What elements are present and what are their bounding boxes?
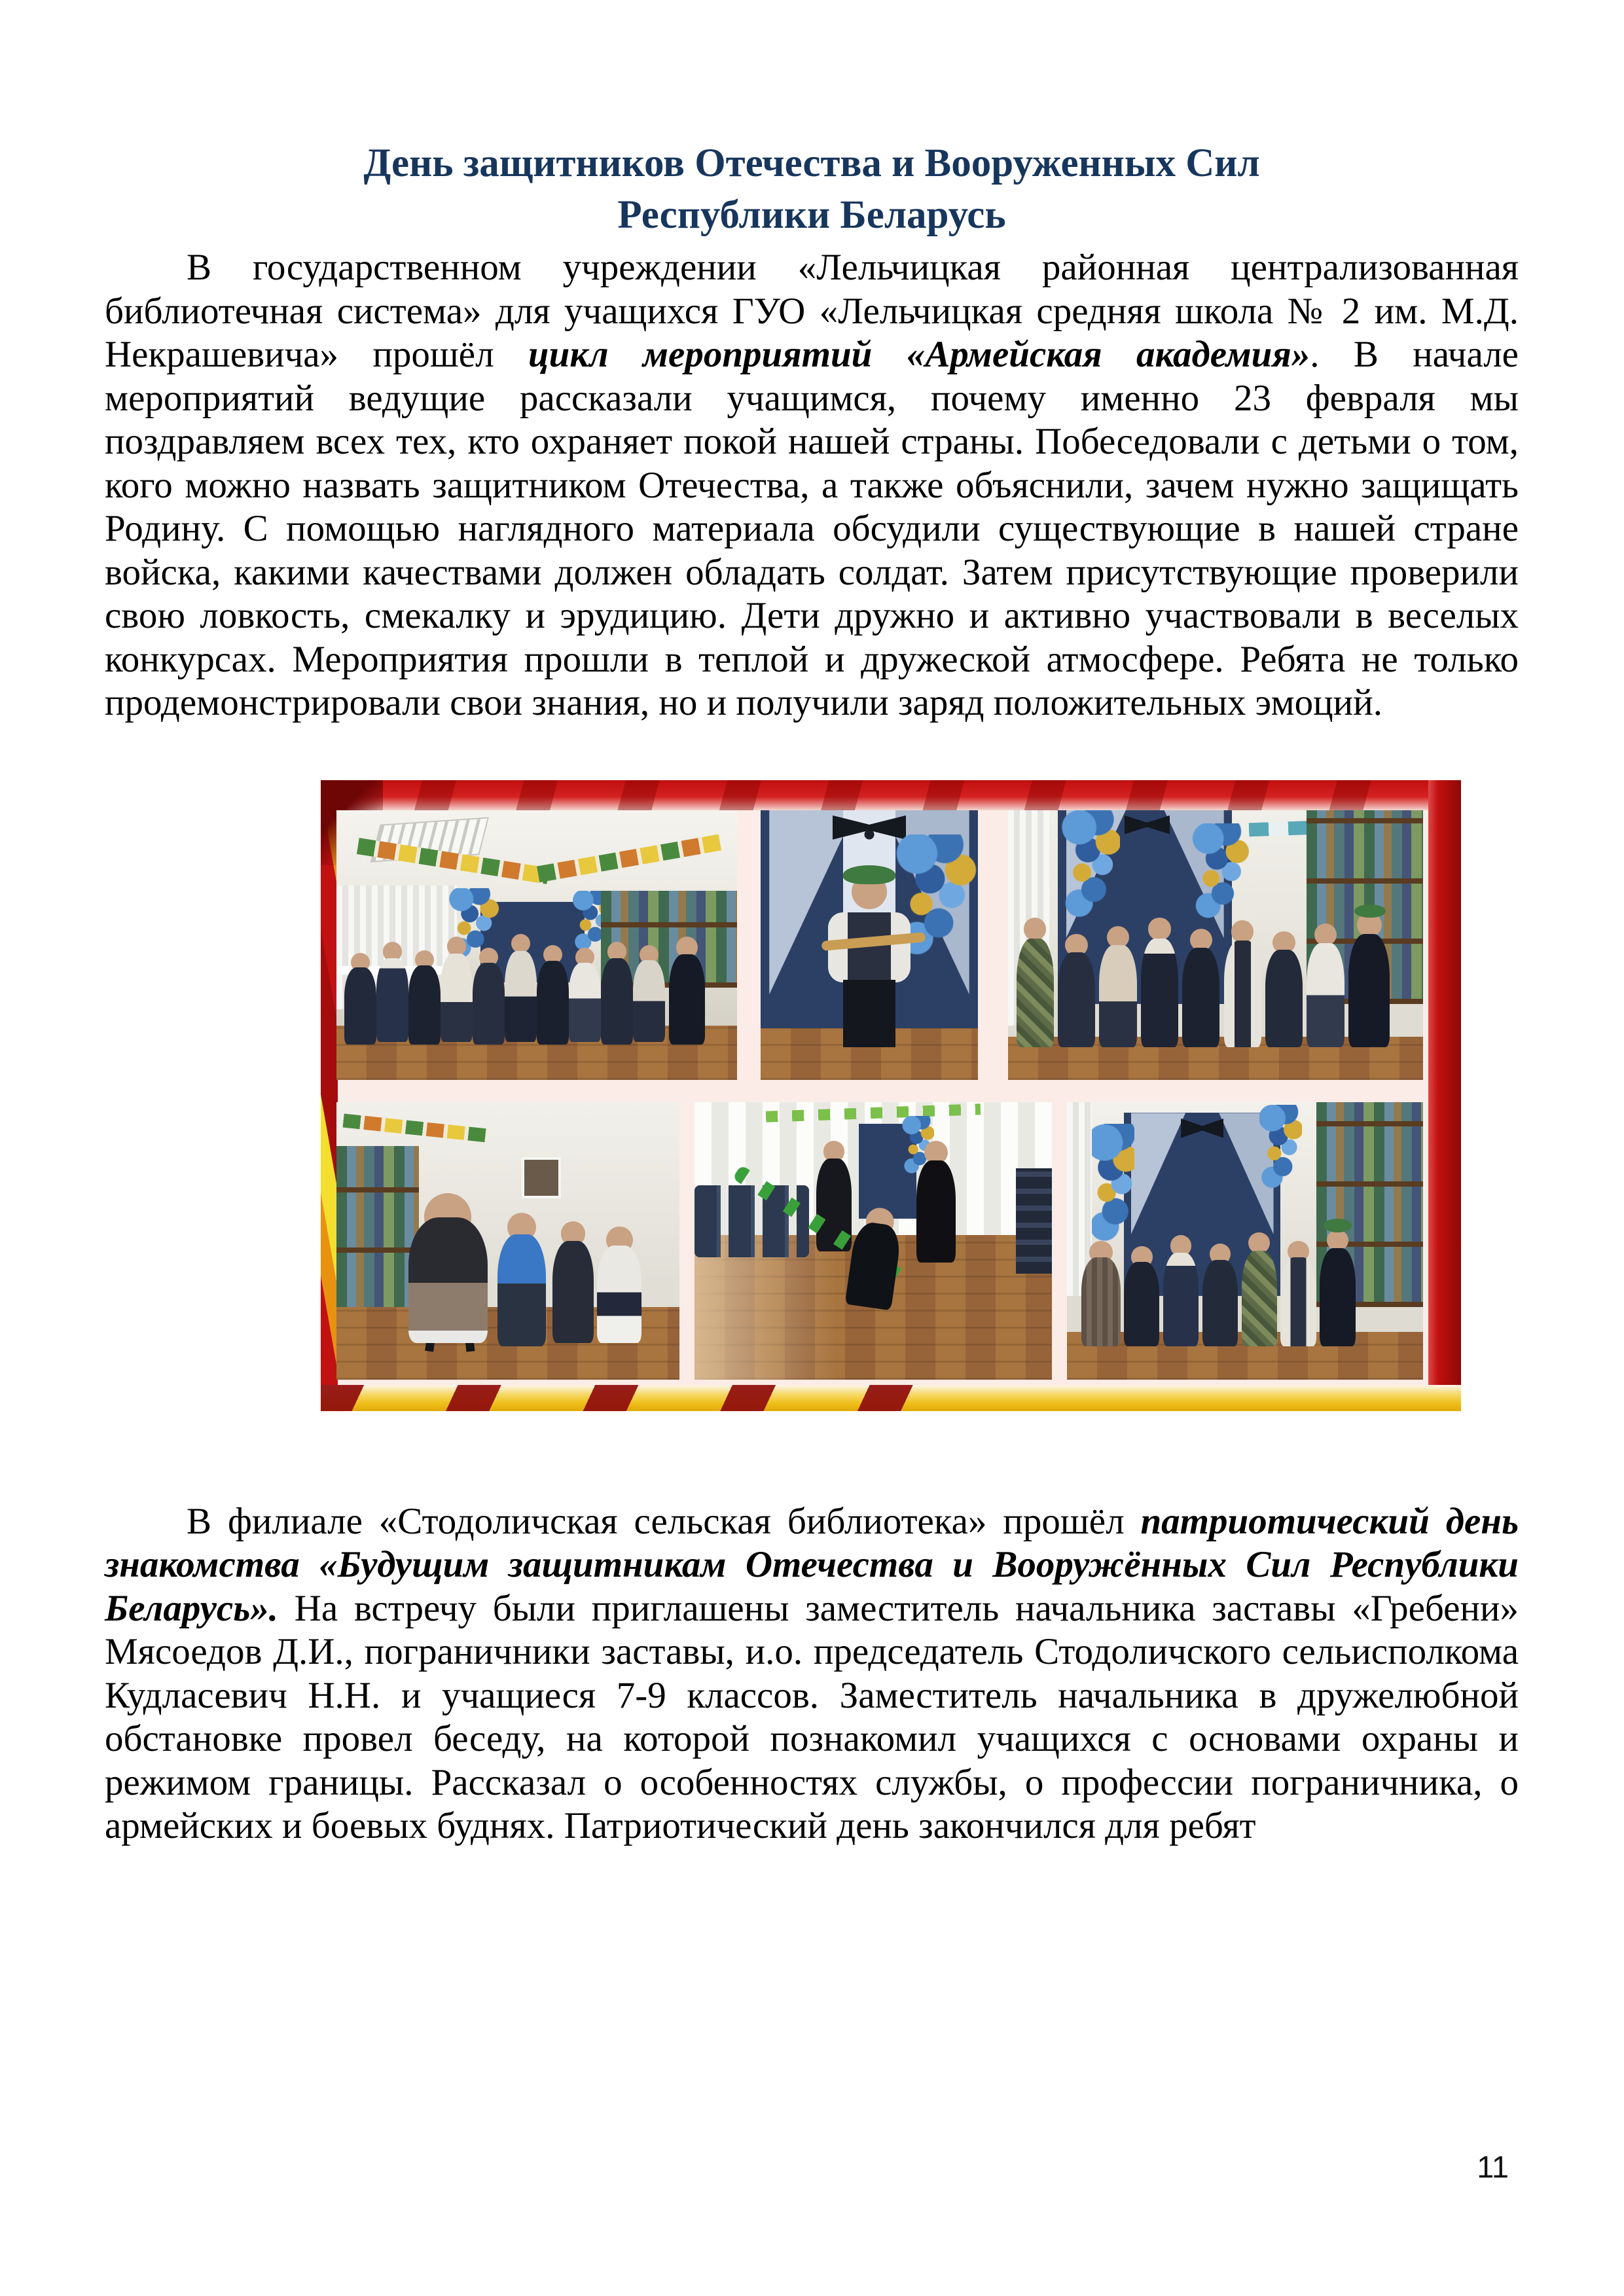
- balloon-cluster: [1259, 1105, 1302, 1194]
- balloon-cluster: [1092, 1124, 1134, 1249]
- document-page: [105, 0, 1519, 1848]
- photo-group-backdrop-books: [1067, 1102, 1423, 1380]
- chair-stack: [1016, 1168, 1052, 1274]
- figure-silhouette: [376, 942, 408, 1041]
- picture-frame: [522, 1157, 561, 1198]
- figure-silhouette: [1124, 1246, 1159, 1346]
- page-number: 11: [1477, 2149, 1509, 2184]
- photo-game-seated-librarian: [336, 1102, 679, 1380]
- figure-silhouette: [473, 948, 505, 1045]
- collage-frame-bottom-wedges: [321, 1385, 982, 1411]
- photo-collage: [321, 780, 1461, 1411]
- collage-frame-right: [1428, 780, 1461, 1411]
- figure-silhouette: [601, 942, 633, 1045]
- paragraph-1: В государственном учреждении «Лельчицкая районная централизованная библиотечная система» для учащихся ГУО «Лельчицкая средняя школа № 2 им. М.Д. Некрашевича» прошёл цикл мероприятий «Армейская академия». В начале мероприятий ведущие рассказали учащимся, почему именно 23 февраля мы поздравляем всех тех, кто охраняет покой нашей страны. Побеседовали с детьми о том, кого можно назвать защитником Отечества, а также объяснили, зачем нужно защищать Родину. С помощью наглядного материала обсудили существующие в нашей стране войска, какими качествами должен обладать солдат. Затем присутствующие проверили свою ловкость, смекалку и эрудицию. Дети дружно и активно участвовали в веселых конкурсах. Мероприятия прошли в теплой и дружеской атмосфере. Ребята не только продемонстрировали свои знания, но и получили заряд положительных эмоций.: [105, 247, 1519, 723]
- balloon-cluster: [1062, 810, 1120, 924]
- photo-children-group-banner: [336, 810, 737, 1080]
- figure-silhouette: [669, 937, 705, 1045]
- photo-obstacle-game: [695, 1102, 1052, 1380]
- girl-silhouette: [597, 1227, 641, 1343]
- figure-silhouette: [1320, 1230, 1355, 1346]
- title-line-2: Республики Беларусь: [617, 193, 1006, 237]
- figure-silhouette: [1182, 929, 1219, 1047]
- figure-silhouette: [1265, 931, 1303, 1047]
- figure-silhouette: [1081, 1241, 1121, 1346]
- title-line-1: День защитников Отечества и Вооруженных Сил: [363, 141, 1260, 185]
- figure-silhouette: [1202, 1244, 1238, 1346]
- figure-silhouette: [1242, 1232, 1277, 1346]
- green-beret: [1324, 1219, 1352, 1232]
- bookshelf: [336, 1146, 419, 1312]
- photo-boy-toy-rifle: [761, 810, 978, 1080]
- figure-silhouette: [408, 950, 441, 1045]
- figure-silhouette: [1224, 920, 1261, 1047]
- figure-silhouette: [633, 945, 665, 1042]
- figure-silhouette: [441, 937, 473, 1042]
- figure-silhouette: [1348, 912, 1390, 1047]
- photo-group-camouflage: [1008, 810, 1423, 1080]
- figure-silhouette: [505, 934, 537, 1042]
- paragraph-2: В филиале «Стодоличская сельская библиотека» прошёл патриотический день знакомства «Будущим защитникам Отечества и Вооружённых Сил Республики Беларусь». На встречу были приглашены заместитель начальника заставы «Гребени» Мясоедов Д.И., пограничники заставы, и.о. председатель Стодоличского сельисполкома Кудласевич Н.Н. и учащиеся 7-9 классов. Заместитель начальника в дружелюбной обстановке провел беседу, на которой познакомил учащихся с основами охраны и режимом границы. Рассказал о особенностях службы, о профессии пограничника, о армейских и боевых буднях. Патриотический день закончился для ребят: [105, 1500, 1519, 1846]
- green-beret: [1354, 905, 1386, 918]
- figure-silhouette: [1058, 934, 1095, 1047]
- boy-beret: [843, 865, 895, 884]
- figure-silhouette: [552, 1221, 594, 1344]
- page-title: [105, 137, 1519, 241]
- figure-silhouette: [1280, 1241, 1316, 1346]
- boy-blue-shirt: [497, 1213, 545, 1346]
- adult-silhouette: [916, 1141, 956, 1263]
- figure-silhouette: [344, 953, 376, 1045]
- collage-frame-left: [321, 780, 338, 1411]
- figure-silhouette: [1141, 918, 1178, 1047]
- figure-silhouette: [1099, 926, 1136, 1047]
- figure-silhouette: [1163, 1235, 1199, 1346]
- boy-trousers: [843, 980, 895, 1047]
- seated-woman-silhouette: [408, 1193, 488, 1343]
- balloon-cluster: [1191, 823, 1249, 923]
- figure-silhouette: [1307, 924, 1344, 1048]
- figure-silhouette: [569, 948, 601, 1042]
- figure-silhouette: [1017, 918, 1054, 1047]
- chair-row: [695, 1185, 809, 1257]
- collage-frame-top: [321, 780, 1461, 810]
- figure-silhouette: [537, 945, 569, 1045]
